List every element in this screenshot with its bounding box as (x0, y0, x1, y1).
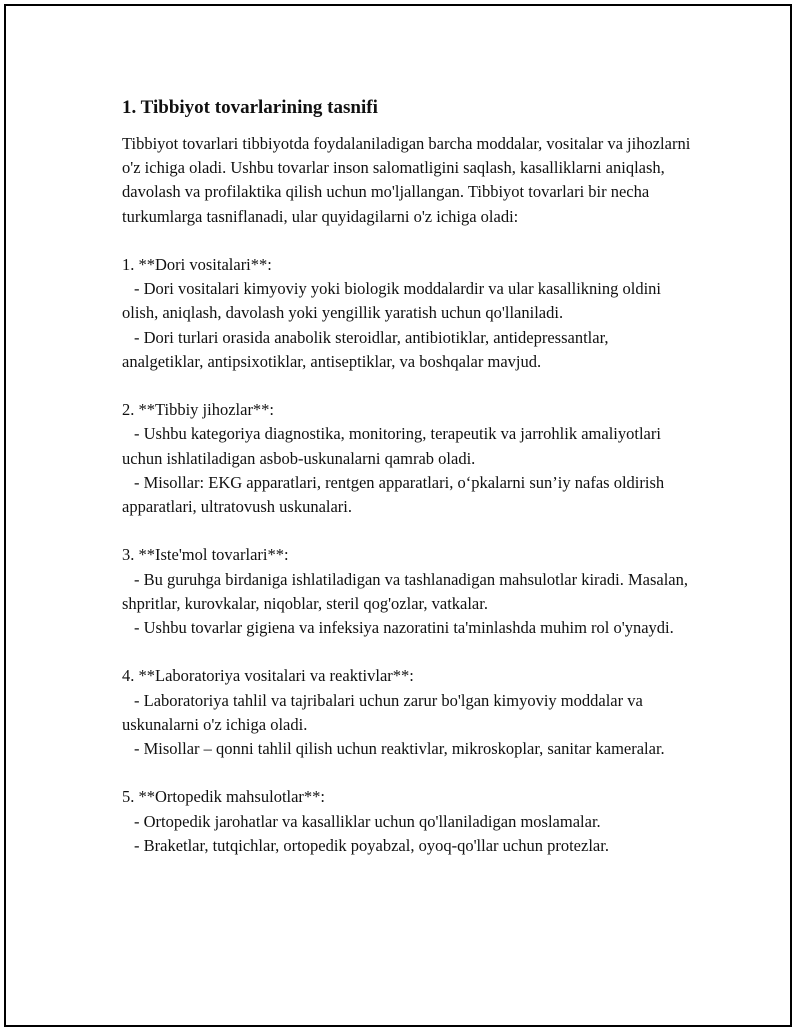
list-item-text: - Laboratoriya tahlil va tajribalari uchun zarur bo'lgan kimyoviy moddalar va uskunalarni o'z ichiga oladi. (122, 690, 643, 734)
list-item-text: - Ortopedik jarohatlar va kasalliklar uchun qo'llaniladigan moslamalar. (134, 811, 601, 831)
list-item (122, 568, 692, 616)
list-item-text: - Bu guruhga birdaniga ishlatiladigan va tashlanadigan mahsulotlar kiradi. Masalan, shpritlar, kurovkalar, niqoblar, steril qog'ozlar, vatkalar. (122, 569, 688, 613)
intro-paragraph: Tibbiyot tovarlari tibbiyotda foydalaniladigan barcha moddalar, vositalar va jihozlarni o'z ichiga oladi. Ushbu tovarlar inson salomatligini saqlash, kasalliklarni aniqlash, davolash va profilaktika qilish uchun mo'ljallangan. Tibbiyot tovarlari bir necha turkumlarga tasniflanadi, ular quyidagilarni o'z ichiga oladi: (122, 134, 691, 226)
list-item (122, 471, 692, 519)
list-item (122, 422, 692, 470)
spacer (122, 640, 692, 664)
list-item-text: - Braketlar, tutqichlar, ortopedik poyabzal, oyoq-qo'llar uchun protezlar. (134, 835, 609, 855)
list-item (122, 737, 692, 761)
list-item-text: - Ushbu kategoriya diagnostika, monitoring, terapeutik va jarrohlik amaliyotlari uchun ishlatiladigan asbob-uskunalarni qamrab oladi. (122, 424, 661, 468)
list-item (122, 616, 692, 640)
section-dori-vositalari (122, 253, 692, 374)
list-item (122, 834, 692, 858)
section-istemol-tovarlari (122, 543, 692, 640)
list-item-text: - Misollar – qonni tahlil qilish uchun reaktivlar, mikroskoplar, sanitar kameralar. (134, 739, 665, 759)
spacer (122, 519, 692, 543)
list-item-text: - Misollar: EKG apparatlari, rentgen apparatlari, o‘pkalarni sun’iy nafas oldirish apparatlari, ultratovush uskunalari. (122, 472, 665, 517)
section-heading: 3. **Iste'mol tovarlari**: (122, 545, 289, 565)
section-laboratoriya (122, 664, 692, 761)
list-item-text: - Dori turlari orasida anabolik steroidlar, antibiotiklar, antidepressantlar, analgetiklar, antipsixotiklar, antiseptiklar, va boshqalar mavjud. (122, 327, 609, 371)
section-heading: 1. **Dori vositalari**: (122, 255, 272, 274)
list-item (122, 810, 692, 834)
list-item-text: - Dori vositalari kimyoviy yoki biologik moddalardir va ular kasallikning oldini olish, aniqlash, davolash yoki yengillik yaratish uchun qo'llaniladi. (122, 279, 662, 323)
document-title: 1. Tibbiyot tovarlarining tasnifi (122, 97, 378, 118)
section-tibbiy-jihozlar (122, 398, 692, 519)
list-item (122, 689, 692, 737)
section-ortopedik (122, 785, 692, 858)
list-item (122, 277, 692, 325)
document-content (122, 96, 692, 858)
section-heading: 5. **Ortopedik mahsulotlar**: (122, 787, 326, 807)
spacer (122, 761, 692, 785)
section-heading: 4. **Laboratoriya vositalari va reaktivlar**: (122, 666, 414, 686)
spacer (122, 229, 692, 253)
list-item-text: - Ushbu tovarlar gigiena va infeksiya nazoratini ta'minlashda muhim rol o'ynaydi. (134, 618, 674, 638)
list-item (122, 326, 692, 374)
spacer (122, 374, 692, 398)
section-heading: 2. **Tibbiy jihozlar**: (122, 400, 275, 420)
document-page (4, 4, 792, 1027)
